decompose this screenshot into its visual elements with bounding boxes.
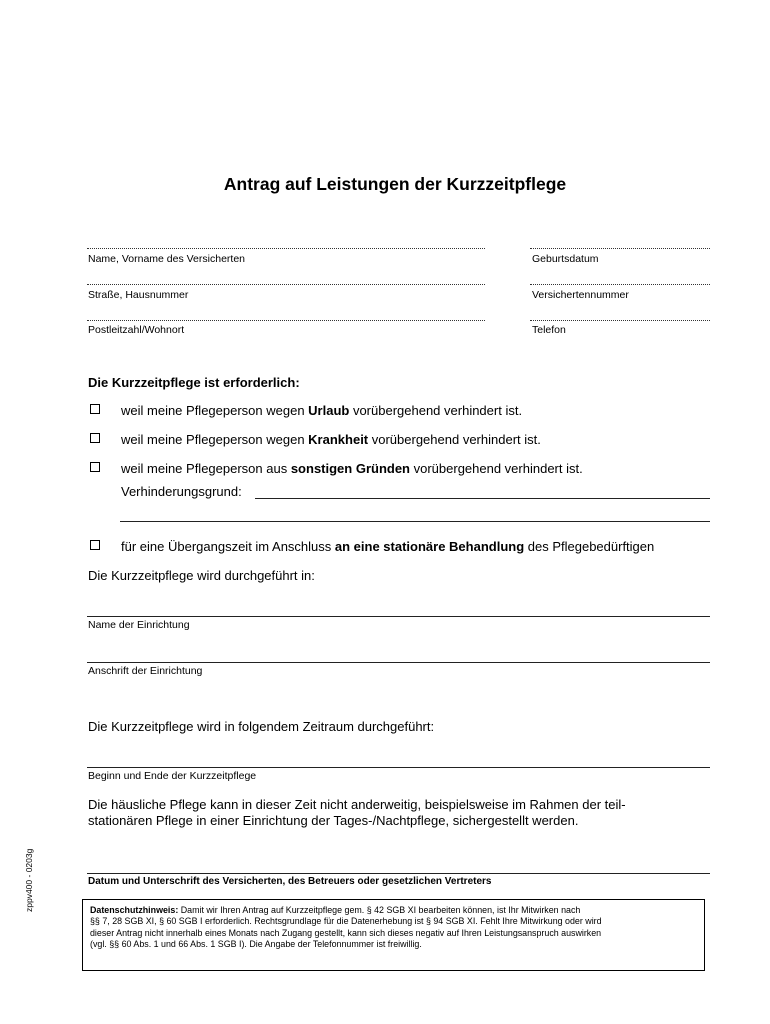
geburtsdatum-input-line[interactable] (530, 248, 710, 249)
zeitraum-text: Die Kurzzeitpflege wird in folgendem Zeitraum durchgeführt: (88, 719, 435, 734)
option-stationaer-text: für eine Übergangszeit im Anschluss (121, 539, 335, 554)
unterschrift-input-line[interactable] (87, 873, 710, 874)
versichertennummer-label: Versichertennummer (532, 289, 629, 301)
verhinderungsgrund-input-line-2[interactable] (120, 521, 710, 522)
checkbox-stationaer[interactable] (90, 540, 100, 550)
datenschutz-line-4: (vgl. §§ 60 Abs. 1 und 66 Abs. 1 SGB I). Die Angabe der Telefonnummer ist freiwillig. (90, 939, 422, 950)
option-sonstige (121, 461, 583, 476)
unterschrift-label: Datum und Unterschrift des Versicherten, des Betreuers oder gesetzlichen Vertreters (88, 876, 492, 887)
haeusliche-pflege-line-1: Die häusliche Pflege kann in dieser Zeit nicht anderweitig, beispielsweise im Rahmen der teil- (88, 797, 626, 812)
datenschutz-line-1-text: Damit wir Ihren Antrag auf Kurzzeitpflege gem. § 42 SGB XI bearbeiten können, ist Ihr Mitwirken nach (178, 905, 581, 915)
datenschutz-heading: Datenschutzhinweis: (90, 905, 179, 915)
option-sonstige-bold: sonstigen Gründen (290, 461, 410, 476)
plz-input-line[interactable] (87, 320, 485, 321)
option-sonstige-rest: vorübergehend verhindert ist. (410, 461, 583, 476)
geburtsdatum-label: Geburtsdatum (532, 253, 599, 265)
zeitraum-label: Beginn und Ende der Kurzzeitpflege (88, 770, 257, 782)
option-stationaer-rest: des Pflegebedürftigen (524, 539, 655, 554)
datenschutz-box (82, 899, 705, 971)
name-input-line[interactable] (87, 248, 485, 249)
option-stationaer (121, 539, 654, 554)
versichertennummer-input-line[interactable] (530, 284, 710, 285)
option-krankheit-text: weil meine Pflegeperson wegen (121, 432, 309, 447)
haeusliche-pflege-line-2: stationären Pflege in einer Einrichtung der Tages-/Nachtpflege, sichergestellt werden. (88, 813, 579, 828)
datenschutz-line-1 (90, 905, 697, 916)
option-urlaub-bold: Urlaub (308, 403, 350, 418)
checkbox-krankheit[interactable] (90, 433, 100, 443)
checkbox-urlaub[interactable] (90, 404, 100, 414)
option-sonstige-text: weil meine Pflegeperson aus (121, 461, 291, 476)
option-krankheit (121, 432, 541, 447)
form-code: zppv400 - 0203g (24, 848, 34, 912)
einrichtung-name-input-line[interactable] (87, 616, 710, 617)
einrichtung-anschrift-label: Anschrift der Einrichtung (88, 665, 203, 677)
durchgefuehrt-in-text: Die Kurzzeitpflege wird durchgeführt in: (88, 568, 315, 583)
einrichtung-name-label: Name der Einrichtung (88, 619, 190, 631)
strasse-input-line[interactable] (87, 284, 485, 285)
page-title: Antrag auf Leistungen der Kurzzeitpflege (223, 174, 567, 194)
option-urlaub-text: weil meine Pflegeperson wegen (121, 403, 309, 418)
verhinderungsgrund-label: Verhinderungsgrund: (121, 484, 242, 499)
name-label: Name, Vorname des Versicherten (88, 253, 245, 265)
telefon-input-line[interactable] (530, 320, 710, 321)
option-krankheit-bold: Krankheit (308, 432, 369, 447)
checkbox-sonstige[interactable] (90, 462, 100, 472)
plz-label: Postleitzahl/Wohnort (88, 324, 185, 336)
zeitraum-input-line[interactable] (87, 767, 710, 768)
telefon-label: Telefon (532, 324, 566, 336)
option-krankheit-rest: vorübergehend verhindert ist. (368, 432, 541, 447)
option-urlaub (121, 403, 522, 418)
option-urlaub-rest: vorübergehend verhindert ist. (349, 403, 523, 418)
einrichtung-anschrift-input-line[interactable] (87, 662, 710, 663)
option-stationaer-bold: an eine stationäre Behandlung (334, 539, 525, 554)
section-title: Die Kurzzeitpflege ist erforderlich: (88, 375, 300, 390)
strasse-label: Straße, Hausnummer (88, 289, 189, 301)
datenschutz-line-2: §§ 7, 28 SGB XI, § 60 SGB I erforderlich. Rechtsgrundlage für die Datenerhebung ist § 94 SGB XI. Fehlt Ihre Mitwirkung oder wird (90, 916, 602, 927)
datenschutz-line-3: dieser Antrag nicht innerhalb eines Monats nach Zugang gestellt, kann sich dieses negativ auf Ihren Leistungsanspruch auswirken (90, 927, 602, 938)
verhinderungsgrund-input-line[interactable] (255, 498, 710, 499)
